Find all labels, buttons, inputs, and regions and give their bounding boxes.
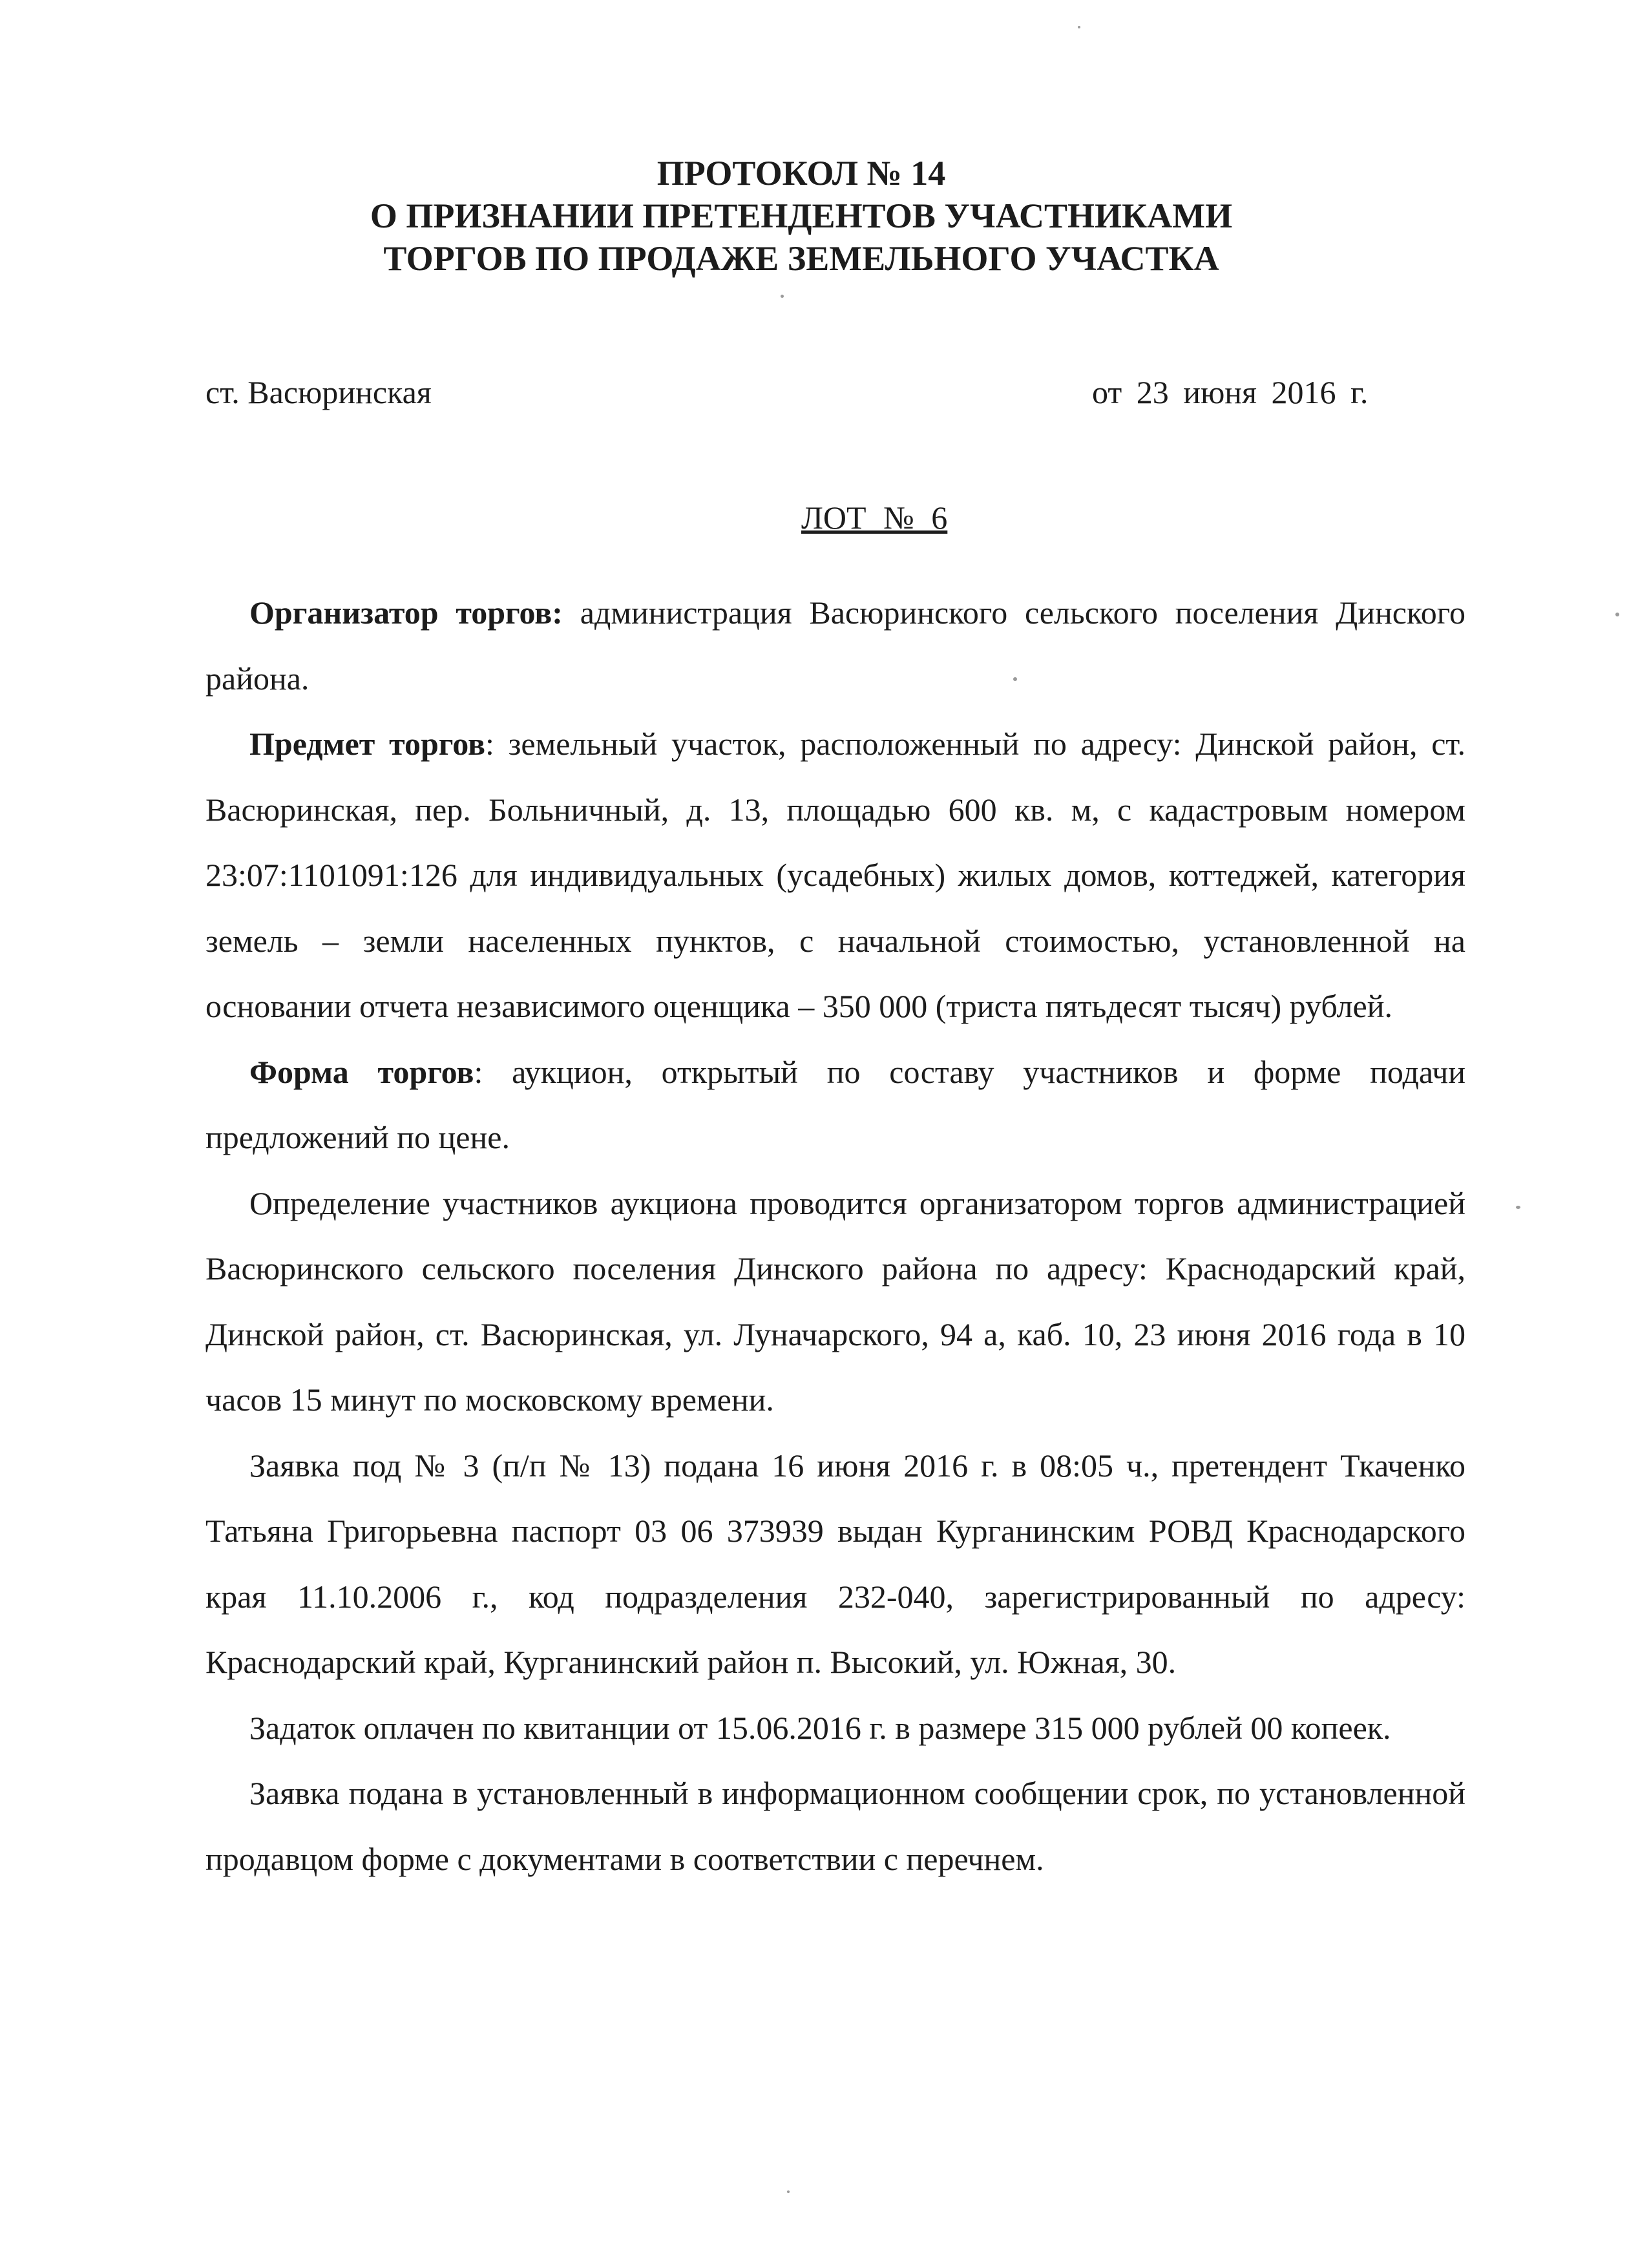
lot-number: ЛОТ № 6 xyxy=(801,499,948,536)
subject-paragraph xyxy=(205,711,1465,1040)
organizer-text: администрация Васюринского сельского поселения Динского района. xyxy=(205,594,1465,697)
title-line-3: ТОРГОВ ПО ПРОДАЖЕ ЗЕМЕЛЬНОГО УЧАСТКА xyxy=(383,239,1219,278)
title-line-1: ПРОТОКОЛ № 14 xyxy=(656,154,946,193)
form-text: : аукцион, открытый по составу участников и форме подачи предложений по цене. xyxy=(205,1053,1465,1155)
organizer-label: Организатор торгов: xyxy=(249,594,563,631)
deposit-paragraph: Задаток оплачен по квитанции от 15.06.2016 г. в размере 315 000 рублей 00 копеек. xyxy=(249,1709,1391,1746)
subject-text: : земельный участок, расположенный по адресу: Динской район, ст. Васюринская, пер. Больничный, д. 13, площадью 600 кв. м, с кадастровым номером 23:07:1101091:126 для индивидуальных (усадебных) жилых домов, коттеджей, категория земель – земли населенных пунктов, с начальной стоимостью, установленной на основании отчета независимого оценщика – 350 000 (триста пятьдесят тысяч) рублей. xyxy=(205,726,1465,1024)
scan-speck xyxy=(787,2190,790,2193)
scan-speck xyxy=(1013,677,1017,681)
place-of-issue: ст. Васюринская xyxy=(205,374,432,410)
submitted-paragraph: Заявка подана в установленный в информационном сообщении срок, по установленной продавцом форме с документами в соответствии с перечнем. xyxy=(205,1775,1465,1877)
scan-speck xyxy=(1615,613,1619,616)
document-date: от 23 июня 2016 г. xyxy=(1092,374,1369,410)
form-label: Форма торгов xyxy=(249,1053,474,1090)
subject-label: Предмет торгов xyxy=(249,726,485,762)
application-paragraph: Заявка под № 3 (п/п № 13) подана 16 июня 2016 г. в 08:05 ч., претендент Ткаченко Татьяна Григорьевна паспорт 03 06 373939 выдан Курганинским РОВД Краснодарского края 11.10.2006 г., код подразделения 232-040, зарегистрированный по адресу: Краснодарский край, Курганинский район п. Высокий, ул. Южная, 30. xyxy=(205,1447,1465,1680)
organizer-paragraph xyxy=(205,580,1465,711)
definition-paragraph: Определение участников аукциона проводится организатором торгов администрацией Васюринского сельского поселения Динского района по адресу: Краснодарский край, Динской район, ст. Васюринская, ул. Луначарского, 94 а, каб. 10, 23 июня 2016 года в 10 часов 15 минут по московскому времени. xyxy=(205,1184,1465,1418)
form-paragraph xyxy=(205,1040,1465,1171)
scan-speck xyxy=(781,295,784,298)
scan-speck xyxy=(1516,1206,1520,1209)
document-body xyxy=(205,580,1465,1892)
title-line-2: О ПРИЗНАНИИ ПРЕТЕНДЕНТОВ УЧАСТНИКАМИ xyxy=(370,196,1233,235)
document-title xyxy=(194,152,1409,280)
scan-speck xyxy=(1078,26,1080,28)
